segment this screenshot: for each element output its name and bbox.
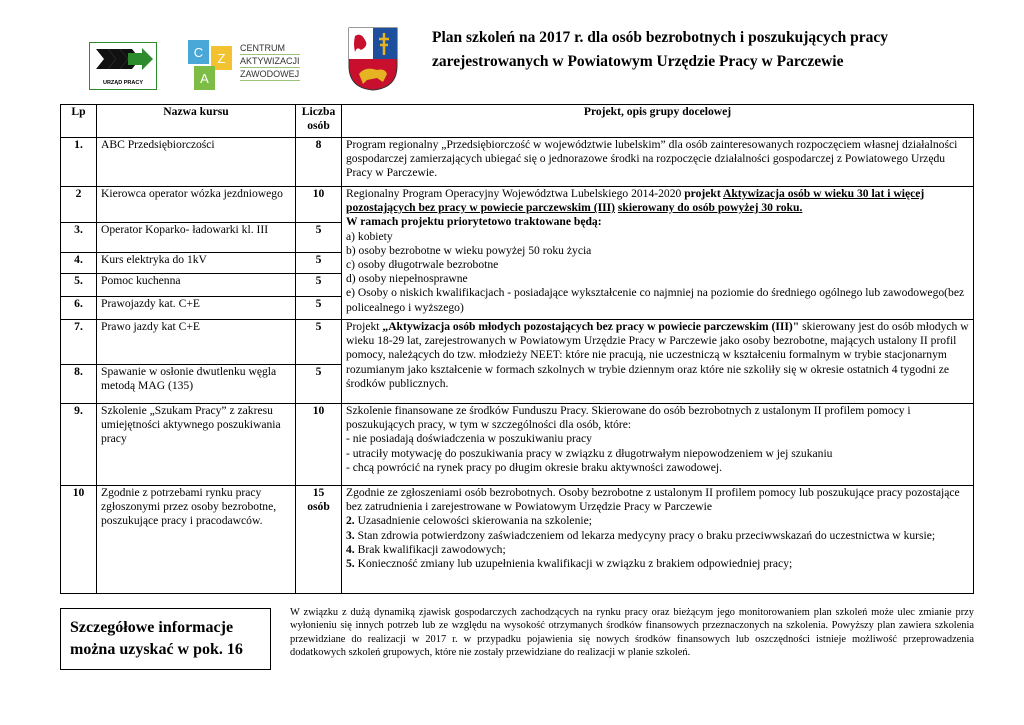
row-count: 15 osób	[296, 486, 342, 594]
table-header-row	[61, 105, 974, 138]
project2-item: a) kobiety	[346, 229, 393, 243]
table-row	[61, 320, 974, 365]
caz-letter-z: Z	[217, 51, 226, 66]
info-box: Szczegółowe informacje można uzyskać w pok. 16	[60, 608, 271, 670]
row-lp: 6.	[61, 297, 97, 320]
header-count: Liczba osób	[296, 105, 342, 138]
header-course-name: Nazwa kursu	[97, 105, 296, 138]
project2-item: d) osoby niepełnosprawne	[346, 272, 468, 286]
project3-lead: Projekt	[346, 320, 383, 333]
row-course-name: Kierowca operator wózka jezdniowego	[97, 187, 296, 223]
table-row	[61, 486, 974, 594]
header-project: Projekt, opis grupy docelowej	[342, 105, 974, 138]
caz-line-3: ZAWODOWEJ	[240, 69, 300, 79]
project5-num: 2.	[346, 514, 355, 528]
project2-item: b) osoby bezrobotne w wieku powyżej 50 roku życia	[346, 243, 592, 257]
footer-note: W związku z dużą dynamiką zjawisk gospodarczych zachodzących na rynku pracy oraz bieżącym jego monitorowaniem plan szkoleń może ulec zmianie przy wyłonieniu się innych potrzeb lub ze względu na wysokość otrzymanych środków finansowych przeznaczonych na szkolenia. Powyższy plan zawiera szkolenia przewidziane do realizacji w 2017 r. w przypadku pojawienia się nowych środków finansowych lub oszczędności istnieje możliwość przeprowadzenia dodatkowych szkoleń grupowych, które nie zostały przewidziane do realizacji w planie szkoleń.	[290, 607, 974, 658]
row-lp: 4.	[61, 253, 97, 274]
project5-num: 3.	[346, 528, 355, 542]
project4-line: - nie posiadają doświadczenia w poszukiwaniu pracy	[346, 432, 592, 446]
coat-of-arms-icon	[347, 26, 399, 92]
project-description	[342, 320, 974, 404]
row-lp: 1.	[61, 138, 97, 187]
project5-text: Konieczność zmiany lub uzupełnienia kwalifikacji w związku z brakiem odpowiedniej pracy;	[354, 557, 793, 571]
caz-line-1: CENTRUM	[240, 42, 300, 55]
row-course-name: Kurs elektryka do 1kV	[97, 253, 296, 274]
training-plan-table	[60, 104, 974, 594]
row-count: 5	[296, 297, 342, 320]
row-course-name: ABC Przedsiębiorczości	[97, 138, 296, 187]
table-row	[61, 138, 974, 187]
project2-target: skierowany do osób powyżej 30 roku.	[617, 201, 803, 215]
project-description: Program regionalny „Przedsiębiorczość w województwie lubelskim” dla osób zainteresowanych rozpoczęciem własnej działalności gospodarczej zamierzających ubiegać się o jednorazowe środki na rozpoczęcie działalności gospodarczej z Powiatowego Urzędu Pracy w Parczewie.	[342, 138, 974, 187]
row-lp: 9.	[61, 404, 97, 486]
project5-num: 4.	[346, 542, 355, 556]
row-count: 10	[296, 404, 342, 486]
row-lp: 2	[61, 187, 97, 223]
project2-label: projekt	[684, 187, 723, 200]
caz-text	[240, 42, 300, 81]
row-count: 5	[296, 320, 342, 365]
caz-squares-icon	[188, 40, 234, 90]
row-lp: 10	[61, 486, 97, 594]
project4-line: Szkolenie finansowane ze środków Funduszu Pracy. Skierowane do osób bezrobotnych z ustalonym II profilem pomocy i poszukujących pracy, w tym w szczególności dla osób, które:	[346, 404, 911, 432]
project-description	[342, 404, 974, 486]
row-course-name: Zgodnie z potrzebami rynku pracy zgłoszonymi przez osoby bezrobotne, poszukujące pracy i pracodawców.	[97, 486, 296, 594]
header-lp: Lp	[61, 105, 97, 138]
project2-item: c) osoby długotrwale bezrobotne	[346, 258, 499, 272]
row-course-name: Pomoc kuchenna	[97, 274, 296, 297]
logo1-text: URZĄD PRACY	[102, 80, 144, 86]
row-count: 5	[296, 253, 342, 274]
project-description	[342, 486, 974, 594]
row-count: 5	[296, 223, 342, 253]
project2-priority: W ramach projektu priorytetowo traktowane będą:	[346, 215, 602, 229]
project2-name: Aktywizacja osób w wieku 30 lat i więcej pozostających bez pracy w powiecie parczewskim (III)	[346, 187, 925, 215]
project5-intro: Zgodnie ze zgłoszeniami osób bezrobotnych. Osoby bezrobotne z ustalonym II profilem pomocy lub poszukujące pracy pozostające bez zatrudnienia i zarejestrowane w Powiatowym Urzędzie Pracy w Parczewie	[346, 486, 960, 514]
project5-text: Stan zdrowia potwierdzony zaświadczeniem od lekarza medycyny pracy o braku przeciwwskazań do uczestnictwa w kursie;	[354, 528, 936, 542]
row-course-name: Operator Koparko- ładowarki kl. III	[97, 223, 296, 253]
caz-letter-a: A	[200, 71, 209, 86]
project2-lead: Regionalny Program Operacyjny Województwa Lubelskiego 2014-2020	[346, 187, 685, 200]
table-row	[61, 187, 974, 223]
table-row	[61, 404, 974, 486]
project4-line: - utraciły motywację do poszukiwania pracy w związku z długotrwałym niepowodzeniem w jej szukaniu	[346, 446, 833, 460]
project3-name: „Aktywizacja osób młodych pozostających bez pracy w powiecie parczewskim (III)"	[382, 320, 800, 333]
caz-line-2: AKTYWIZACJI	[240, 56, 300, 66]
row-course-name: Szkolenie „Szukam Pracy” z zakresu umiejętności aktywnego poszukiwania pracy	[97, 404, 296, 486]
project3-text: skierowany jest do osób młodych w wieku 18-29 lat, zarejestrowanych w Powiatowym Urzędzie Pracy w Parczewie jako osoby bezrobotne, mających ustalony II profil pomocy, należących do tzw. młodzieży NEET: które nie pracują, nie uczestniczą w kształceniu formalnym w trybie stacjonarnym rozumianym jako kształcenie w formach szkolnych w trybie dziennym oraz które nie szkoliły się w okresie ostatnich 4 tygodni ze środków publicznych.	[346, 320, 969, 390]
row-lp: 7.	[61, 320, 97, 365]
row-count: 8	[296, 138, 342, 187]
project2-item: e) Osoby o niskich kwalifikacjach - posiadające wykształcenie co najmniej na poziomie do średniego ogólnego lub zawodowego(bez policealnego i wyższego)	[346, 286, 965, 314]
urzad-pracy-logo	[89, 42, 157, 90]
project5-num: 5.	[346, 557, 355, 571]
project5-text: Uzasadnienie celowości skierowania na szkolenie;	[354, 514, 592, 528]
arrow-logo-icon	[90, 43, 156, 77]
row-course-name: Prawojazdy kat. C+E	[97, 297, 296, 320]
project-description	[342, 187, 974, 320]
project5-text: Brak kwalifikacji zawodowych;	[354, 542, 506, 556]
row-lp: 5.	[61, 274, 97, 297]
row-count: 10	[296, 187, 342, 223]
row-count: 5	[296, 365, 342, 404]
page-title: Plan szkoleń na 2017 r. dla osób bezrobotnych i poszukujących pracy zarejestrowanych w Powiatowym Urzędzie Pracy w Parczewie	[432, 29, 889, 70]
row-count: 5	[296, 274, 342, 297]
row-course-name: Spawanie w osłonie dwutlenku węgla metodą MAG (135)	[97, 365, 296, 404]
caz-letter-c: C	[193, 45, 204, 60]
row-course-name: Prawo jazdy kat C+E	[97, 320, 296, 365]
row-lp: 3.	[61, 223, 97, 253]
row-lp: 8.	[61, 365, 97, 404]
project4-line: - chcą powrócić na rynek pracy po długim okresie braku aktywności zawodowej.	[346, 460, 723, 474]
caz-logo	[186, 38, 310, 92]
